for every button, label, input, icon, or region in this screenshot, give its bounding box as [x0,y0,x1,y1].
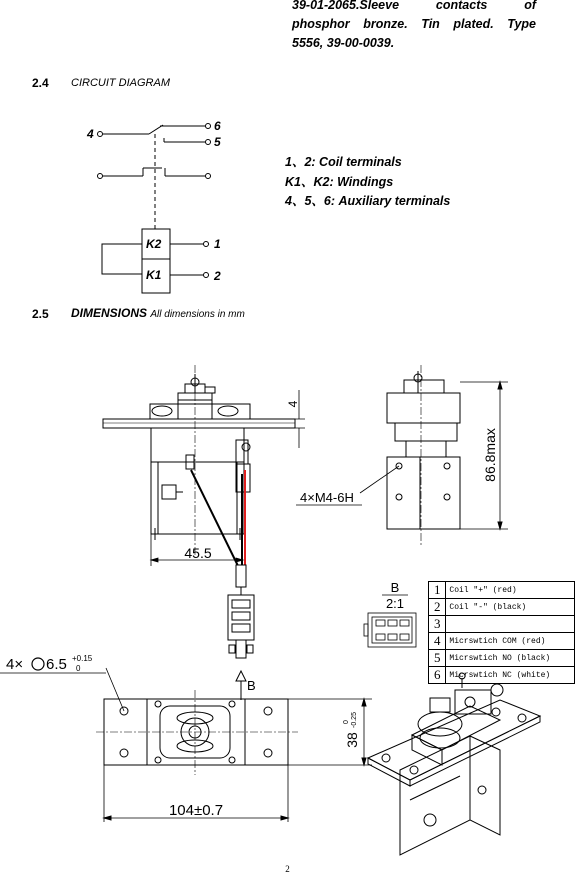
terminal-6-label: 6 [214,119,221,133]
pin-number: 2 [429,599,446,616]
section-2-5-title [71,306,245,320]
front-view-drawing [103,365,295,555]
dim-38-tol-lower: -0.25 [351,712,358,728]
terminal-4-label: 4 [87,127,94,141]
legend-auxiliary-terminals: 4、5、6: Auxiliary terminals [285,194,451,208]
diameter-icon [32,658,44,670]
dim-4-lines [283,390,305,448]
view-b-arrow-label: B [247,678,256,693]
hole-spec-prefix: 4× [6,656,24,673]
table-row [429,650,575,667]
terminal-5-label: 5 [214,135,221,149]
section-2-5-subtitle: All dimensions in mm [150,309,245,320]
dim-104-label: 104±0.7 [168,802,224,819]
intro-line-3: 5556, 39-00-0039. [292,36,395,50]
side-view-drawing [296,365,508,545]
pin-number: 5 [429,650,446,667]
isometric-view-drawing [368,673,540,855]
section-2-5-number: 2.5 [32,307,49,321]
dim-38-label: 38 [344,732,360,748]
pin-number: 6 [429,667,446,684]
pin-description [446,616,575,633]
legend-windings: K1、K2: Windings [285,174,394,189]
pin-description: Micrswtich NO (black) [446,650,575,667]
page-number: 2 [285,864,290,874]
circuit-legend [285,153,450,212]
dim-38-tol-upper: 0 [343,720,350,724]
dim-height-label: 86.8max [482,428,498,482]
pin-assignment-table [428,581,575,684]
view-b-scale: 2:1 [385,596,405,611]
pin-number: 1 [429,582,446,599]
plan-view-drawing [0,668,372,822]
section-2-5-title-text: DIMENSIONS [71,306,148,320]
winding-k2-label: K2 [146,237,162,251]
hole-tol-upper: +0.15 [72,654,93,663]
table-row [429,599,575,616]
section-2-4-title: CIRCUIT DIAGRAM [71,77,170,89]
table-row [429,633,575,650]
pin-number: 4 [429,633,446,650]
table-row [429,667,575,684]
pin-description: Coil "+" (red) [446,582,575,599]
intro-line-1: 39-01-2065.Sleeve contacts of [292,0,536,12]
pin-description: Micrswtich NC (white) [446,667,575,684]
pin-description: Coil "-" (black) [446,599,575,616]
pin-description: Micrswtich COM (red) [446,633,575,650]
hole-tol-lower: 0 [76,664,81,673]
dim-4-label: 4 [286,400,300,408]
hole-spec [6,654,93,673]
dim-45-label: 45.5 [184,545,212,561]
winding-k1-label: K1 [146,268,162,282]
intro-line-2: phosphor bronze. Tin plated. Type [292,17,536,31]
table-row [429,616,575,633]
pin-number: 3 [429,616,446,633]
terminal-1-label: 1 [214,237,221,251]
section-2-4-number: 2.4 [32,76,49,90]
view-b-label: B [390,580,400,595]
table-row [429,582,575,599]
dim-thread-label: 4×M4-6H [300,490,354,505]
terminal-2-label: 2 [214,269,221,283]
hole-spec-value: 6.5 [46,656,67,673]
legend-coil-terminals: 1、2: Coil terminals [285,155,402,169]
